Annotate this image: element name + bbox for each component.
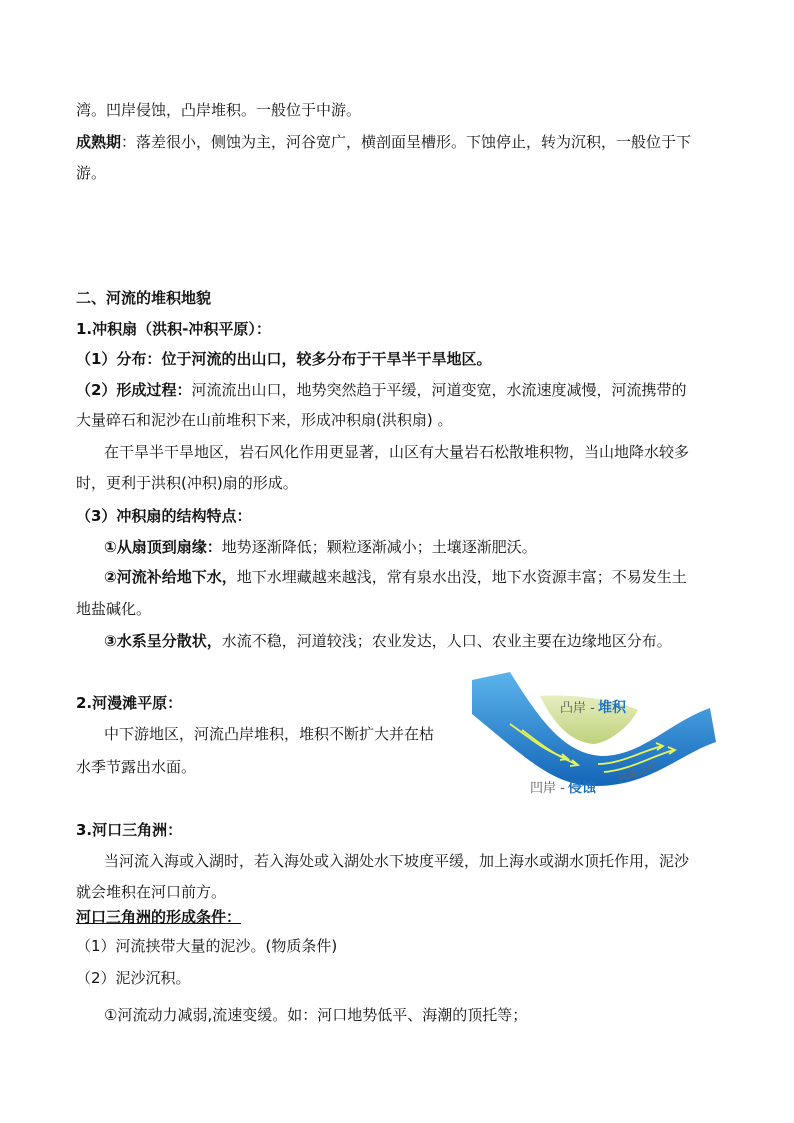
text-line: 当河流入海或入湖时，若入海处或入湖处水下坡度平缓，加上海水或湖水顶托作用，泥沙 <box>104 852 690 870</box>
structure-item-2 <box>104 566 687 588</box>
mature-text: ：落差很小，侧蚀为主，河谷宽广，横剖面呈槽形。下蚀停止，转为沉积，一般位于下 <box>121 133 692 151</box>
text-line: 就会堆积在河口前方。 <box>76 883 227 901</box>
text-line: 湾。凹岸侵蚀，凸岸堆积。一般位于中游。 <box>76 101 362 119</box>
text-line: 中下游地区，河流凸岸堆积，堆积不断扩大并在枯 <box>104 725 435 743</box>
structure-item-text: 水流不稳，河道较浅；农业发达，人口、农业主要在边缘地区分布。 <box>221 632 672 650</box>
convex-bank-label: 凸岸 - <box>560 701 595 716</box>
meander-diagram <box>470 668 720 798</box>
condition-item: （2）泥沙沉积。 <box>76 969 191 987</box>
convex-bank-action: 堆积 <box>598 700 626 716</box>
flow-direction-label: 河流流向 <box>617 760 659 785</box>
text-line: 水季节露出水面。 <box>76 758 197 776</box>
conditions-heading: 河口三角洲的形成条件： <box>76 908 242 926</box>
structure-item-text: 地下水埋藏越来越浅，常有泉水出没，地下水资源丰富；不易发生土 <box>236 568 687 586</box>
text-line: 地盐碱化。 <box>76 600 152 618</box>
subsection-heading: 3.河口三角洲： <box>76 821 183 839</box>
distribution-line: （1）分布：位于河流的出山口，较多分布于干旱半干旱地区。 <box>76 350 492 368</box>
subsection-heading: 2.河漫滩平原： <box>76 694 183 712</box>
structure-heading: （3）冲积扇的结构特点： <box>76 507 252 525</box>
section-heading: 二、河流的堆积地貌 <box>76 289 212 307</box>
structure-item-1 <box>104 536 537 558</box>
text-line: 时，更利于洪积(冲积)扇的形成。 <box>76 474 298 492</box>
structure-item-label: ③水系呈分散状， <box>104 632 222 650</box>
structure-item-label: ②河流补给地下水， <box>104 568 237 586</box>
structure-item-text: 地势逐渐降低；颗粒逐渐减小；土壤逐渐肥沃。 <box>221 538 537 556</box>
condition-item: （1）河流挟带大量的泥沙。(物质条件) <box>76 937 338 955</box>
text-line: 大量碎石和泥沙在山前堆积下来，形成冲积扇(洪积扇) 。 <box>76 411 453 429</box>
mature-label: 成熟期 <box>76 133 122 151</box>
concave-bank-action: 侵蚀 <box>568 780 596 796</box>
concave-bank-label: 凹岸 - <box>530 781 565 796</box>
process-label: （2）形成过程： <box>76 381 192 399</box>
process-paragraph <box>76 379 686 401</box>
process-text: 河流流出山口，地势突然趋于平缓，河道变宽，水流速度减慢，河流携带的 <box>191 381 687 399</box>
text-line: 游。 <box>76 164 107 182</box>
structure-item-label: ①从扇顶到扇缘： <box>104 538 222 556</box>
text-line: 在干旱半干旱地区，岩石风化作用更显著，山区有大量岩石松散堆积物，当山地降水较多 <box>104 443 690 461</box>
structure-item-3 <box>104 630 672 652</box>
condition-subitem: ①河流动力减弱,流速变缓。如：河口地势低平、海潮的顶托等； <box>104 1006 528 1024</box>
subsection-heading: 1.冲积扇（洪积-冲积平原）： <box>76 320 271 338</box>
mature-paragraph <box>76 131 691 153</box>
